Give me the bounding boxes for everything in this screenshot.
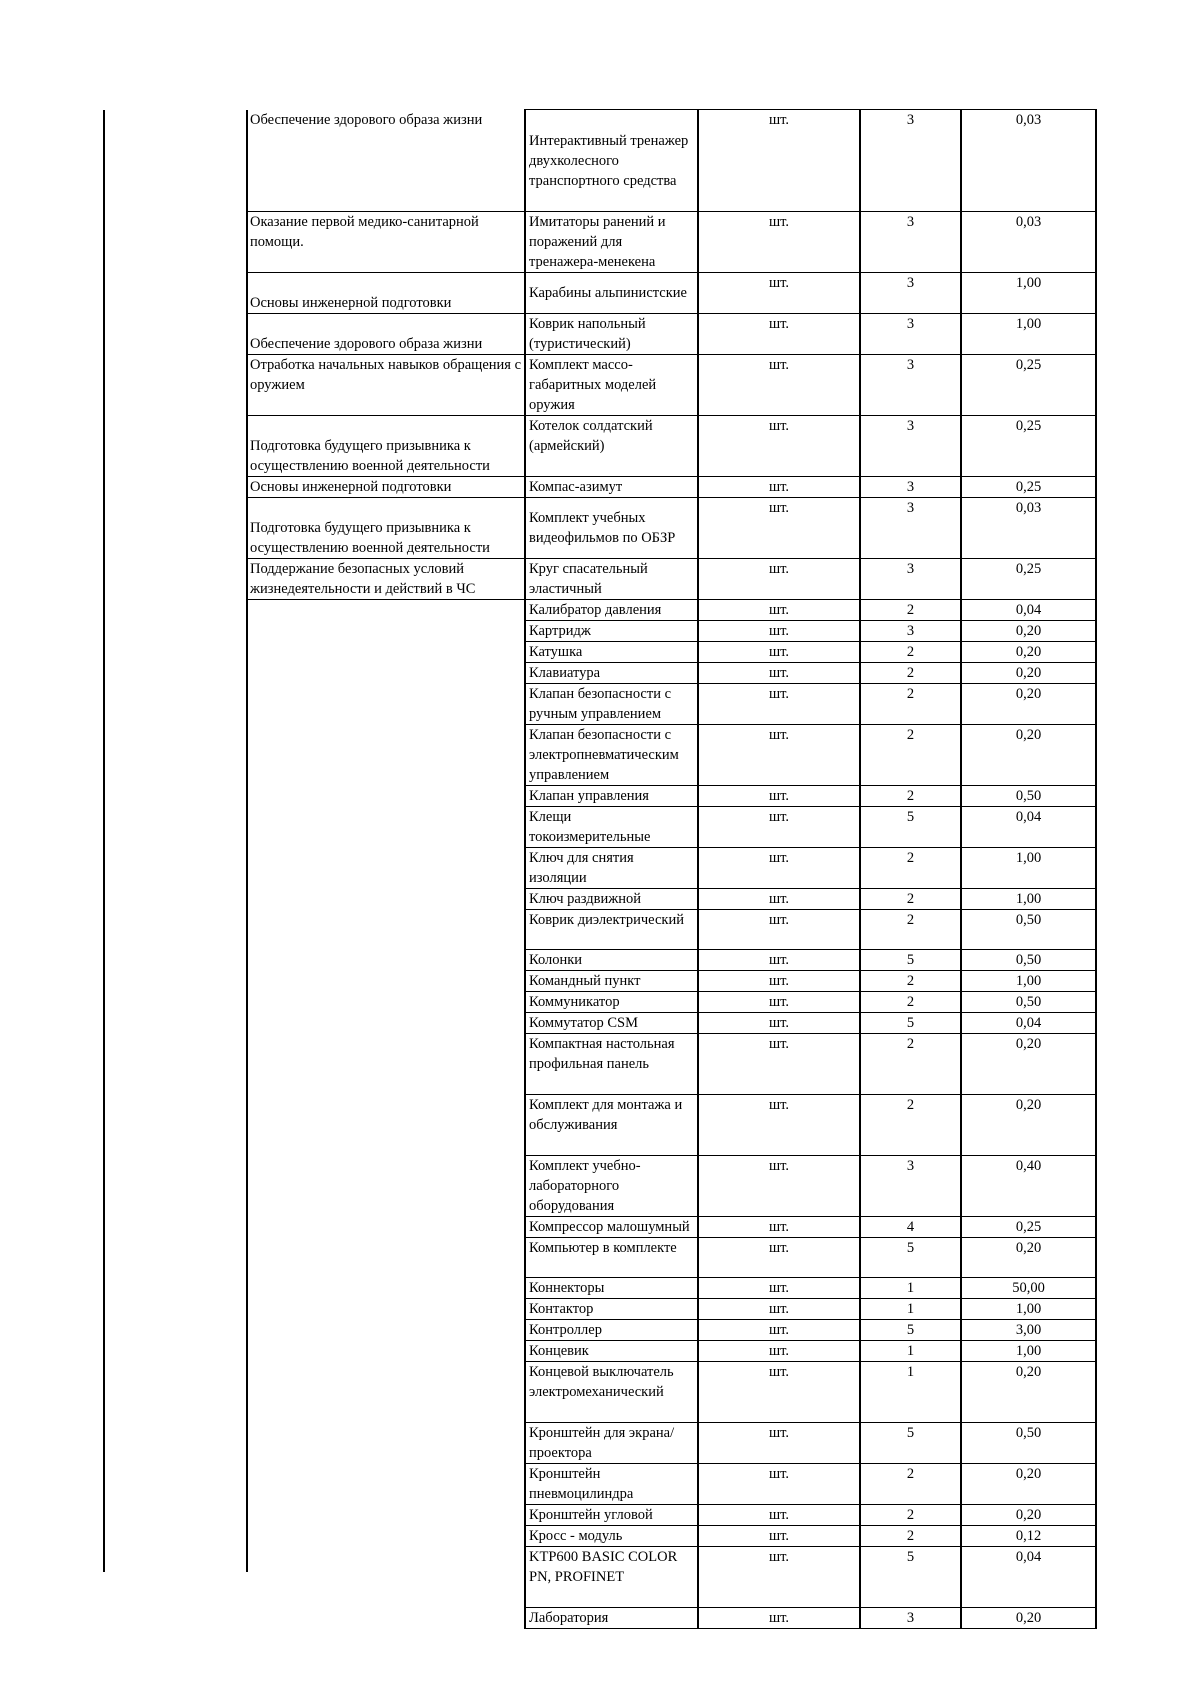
- item-name-cell: Катушка: [525, 642, 698, 663]
- unit-cell: шт.: [698, 1034, 860, 1095]
- unit-cell: шт.: [698, 600, 860, 621]
- section-cell: Подготовка будущего призывника к осуществлению военной деятельности: [247, 416, 525, 477]
- quantity-cell: 2: [860, 1464, 961, 1505]
- table-row: [247, 110, 1096, 212]
- unit-cell: шт.: [698, 807, 860, 848]
- quantity-cell: 4: [860, 1217, 961, 1238]
- unit-cell: шт.: [698, 1217, 860, 1238]
- unit-cell: шт.: [698, 621, 860, 642]
- table-row: [247, 355, 1096, 416]
- unit-cell: шт.: [698, 477, 860, 498]
- table-row: [247, 273, 1096, 314]
- item-name-cell: Клапан безопасности с электропневматическим управлением: [525, 725, 698, 786]
- unit-cell: шт.: [698, 416, 860, 477]
- quantity-cell: 5: [860, 807, 961, 848]
- quantity-cell: 2: [860, 910, 961, 950]
- item-name-cell: Комплект учебно-лабораторного оборудования: [525, 1156, 698, 1217]
- item-name-cell: Круг спасательный эластичный: [525, 559, 698, 600]
- item-name-cell: Лаборатория: [525, 1608, 698, 1629]
- value-cell: 0,20: [961, 1095, 1096, 1156]
- unit-cell: шт.: [698, 314, 860, 355]
- quantity-cell: 2: [860, 848, 961, 889]
- unit-cell: шт.: [698, 950, 860, 971]
- quantity-cell: 1: [860, 1362, 961, 1423]
- quantity-cell: 3: [860, 355, 961, 416]
- value-cell: 1,00: [961, 1341, 1096, 1362]
- quantity-cell: 2: [860, 725, 961, 786]
- quantity-cell: 2: [860, 786, 961, 807]
- item-name-cell: Комплект учебных видеофильмов по ОБЗР: [525, 498, 698, 559]
- item-name-cell: Карабины альпинистские: [525, 273, 698, 314]
- item-name-cell: Коннекторы: [525, 1278, 698, 1299]
- quantity-cell: 5: [860, 1013, 961, 1034]
- value-cell: 0,20: [961, 684, 1096, 725]
- inventory-table: [247, 109, 1097, 1629]
- unit-cell: шт.: [698, 212, 860, 273]
- table-row: [247, 477, 1096, 498]
- item-name-cell: Кронштейн пневмоцилиндра: [525, 1464, 698, 1505]
- unit-cell: шт.: [698, 1547, 860, 1608]
- unit-cell: шт.: [698, 1156, 860, 1217]
- quantity-cell: 2: [860, 1526, 961, 1547]
- value-cell: 0,20: [961, 642, 1096, 663]
- item-name-cell: Клапан управления: [525, 786, 698, 807]
- unit-cell: шт.: [698, 1095, 860, 1156]
- quantity-cell: 3: [860, 1608, 961, 1629]
- value-cell: 50,00: [961, 1278, 1096, 1299]
- table-row: [247, 314, 1096, 355]
- section-cell: Подготовка будущего призывника к осуществлению военной деятельности: [247, 498, 525, 559]
- quantity-cell: 2: [860, 1505, 961, 1526]
- unit-cell: шт.: [698, 1608, 860, 1629]
- item-name-cell: Интерактивный тренажер двухколесного транспортного средства: [525, 110, 698, 212]
- value-cell: 0,04: [961, 600, 1096, 621]
- value-cell: 1,00: [961, 889, 1096, 910]
- value-cell: 0,20: [961, 663, 1096, 684]
- unit-cell: шт.: [698, 1505, 860, 1526]
- table-row: [247, 600, 1096, 621]
- value-cell: 0,20: [961, 1505, 1096, 1526]
- value-cell: 0,20: [961, 1238, 1096, 1278]
- item-name-cell: KTP600 BASIC COLOR PN, PROFINET: [525, 1547, 698, 1608]
- quantity-cell: 2: [860, 663, 961, 684]
- item-name-cell: Концевик: [525, 1341, 698, 1362]
- quantity-cell: 2: [860, 889, 961, 910]
- value-cell: 0,50: [961, 950, 1096, 971]
- item-name-cell: Имитаторы ранений и поражений для тренажера-менекена: [525, 212, 698, 273]
- value-cell: 0,25: [961, 416, 1096, 477]
- value-cell: 0,20: [961, 725, 1096, 786]
- item-name-cell: Калибратор давления: [525, 600, 698, 621]
- table-row: [247, 416, 1096, 477]
- quantity-cell: 2: [860, 600, 961, 621]
- unit-cell: шт.: [698, 1362, 860, 1423]
- quantity-cell: 2: [860, 992, 961, 1013]
- value-cell: 0,20: [961, 1608, 1096, 1629]
- item-name-cell: Компактная настольная профильная панель: [525, 1034, 698, 1095]
- section-cell: Основы инженерной подготовки: [247, 477, 525, 498]
- section-cell: Обеспечение здорового образа жизни: [247, 314, 525, 355]
- item-name-cell: Коврик диэлектрический: [525, 910, 698, 950]
- item-name-cell: Ключ раздвижной: [525, 889, 698, 910]
- section-cell: Отработка начальных навыков обращения с оружием: [247, 355, 525, 416]
- item-name-cell: Кронштейн для экрана/ проектора: [525, 1423, 698, 1464]
- item-name-cell: Компрессор малошумный: [525, 1217, 698, 1238]
- item-name-cell: Комплект массо-габаритных моделей оружия: [525, 355, 698, 416]
- quantity-cell: 2: [860, 1095, 961, 1156]
- empty-section-cell: [247, 600, 525, 1629]
- quantity-cell: 3: [860, 498, 961, 559]
- quantity-cell: 2: [860, 971, 961, 992]
- item-name-cell: Коммуникатор: [525, 992, 698, 1013]
- quantity-cell: 3: [860, 1156, 961, 1217]
- value-cell: 0,25: [961, 1217, 1096, 1238]
- value-cell: 0,04: [961, 1013, 1096, 1034]
- left-margin-line: [103, 110, 105, 1572]
- value-cell: 0,04: [961, 1547, 1096, 1608]
- value-cell: 1,00: [961, 1299, 1096, 1320]
- unit-cell: шт.: [698, 910, 860, 950]
- value-cell: 0,04: [961, 807, 1096, 848]
- quantity-cell: 2: [860, 1034, 961, 1095]
- quantity-cell: 3: [860, 559, 961, 600]
- unit-cell: шт.: [698, 1299, 860, 1320]
- quantity-cell: 1: [860, 1278, 961, 1299]
- quantity-cell: 5: [860, 1320, 961, 1341]
- quantity-cell: 3: [860, 314, 961, 355]
- quantity-cell: 5: [860, 1423, 961, 1464]
- quantity-cell: 2: [860, 642, 961, 663]
- value-cell: 0,20: [961, 1464, 1096, 1505]
- unit-cell: шт.: [698, 663, 860, 684]
- unit-cell: шт.: [698, 1320, 860, 1341]
- item-name-cell: Компас-азимут: [525, 477, 698, 498]
- value-cell: 1,00: [961, 273, 1096, 314]
- section-cell: Обеспечение здорового образа жизни: [247, 110, 525, 212]
- item-name-cell: Контактор: [525, 1299, 698, 1320]
- unit-cell: шт.: [698, 725, 860, 786]
- unit-cell: шт.: [698, 110, 860, 212]
- item-name-cell: Коврик напольный (туристический): [525, 314, 698, 355]
- item-name-cell: Котелок солдатский (армейский): [525, 416, 698, 477]
- unit-cell: шт.: [698, 1238, 860, 1278]
- value-cell: 0,20: [961, 621, 1096, 642]
- value-cell: 0,50: [961, 910, 1096, 950]
- value-cell: 0,20: [961, 1362, 1096, 1423]
- value-cell: 0,50: [961, 786, 1096, 807]
- value-cell: 0,03: [961, 498, 1096, 559]
- unit-cell: шт.: [698, 1013, 860, 1034]
- quantity-cell: 5: [860, 950, 961, 971]
- section-cell: Основы инженерной подготовки: [247, 273, 525, 314]
- quantity-cell: 5: [860, 1238, 961, 1278]
- value-cell: 0,25: [961, 477, 1096, 498]
- unit-cell: шт.: [698, 355, 860, 416]
- table-row: [247, 212, 1096, 273]
- section-cell: Поддержание безопасных условий жизнедеятельности и действий в ЧС: [247, 559, 525, 600]
- item-name-cell: Комплект для монтажа и обслуживания: [525, 1095, 698, 1156]
- quantity-cell: 3: [860, 621, 961, 642]
- section-cell: Оказание первой медико-санитарной помощи.: [247, 212, 525, 273]
- item-name-cell: Командный пункт: [525, 971, 698, 992]
- unit-cell: шт.: [698, 786, 860, 807]
- item-name-cell: Контроллер: [525, 1320, 698, 1341]
- item-name-cell: Клавиатура: [525, 663, 698, 684]
- item-name-cell: Клещи токоизмерительные: [525, 807, 698, 848]
- quantity-cell: 3: [860, 110, 961, 212]
- value-cell: 0,25: [961, 559, 1096, 600]
- item-name-cell: Компьютер в комплекте: [525, 1238, 698, 1278]
- unit-cell: шт.: [698, 848, 860, 889]
- table-row: [247, 498, 1096, 559]
- value-cell: 1,00: [961, 971, 1096, 992]
- quantity-cell: 1: [860, 1341, 961, 1362]
- value-cell: 0,50: [961, 1423, 1096, 1464]
- unit-cell: шт.: [698, 642, 860, 663]
- item-name-cell: Колонки: [525, 950, 698, 971]
- value-cell: 0,12: [961, 1526, 1096, 1547]
- quantity-cell: 3: [860, 212, 961, 273]
- unit-cell: шт.: [698, 1423, 860, 1464]
- unit-cell: шт.: [698, 273, 860, 314]
- item-name-cell: Клапан безопасности с ручным управлением: [525, 684, 698, 725]
- value-cell: 3,00: [961, 1320, 1096, 1341]
- unit-cell: шт.: [698, 1464, 860, 1505]
- value-cell: 0,40: [961, 1156, 1096, 1217]
- item-name-cell: Кронштейн угловой: [525, 1505, 698, 1526]
- value-cell: 0,03: [961, 110, 1096, 212]
- quantity-cell: 2: [860, 684, 961, 725]
- unit-cell: шт.: [698, 971, 860, 992]
- unit-cell: шт.: [698, 498, 860, 559]
- quantity-cell: 1: [860, 1299, 961, 1320]
- value-cell: 0,25: [961, 355, 1096, 416]
- value-cell: 0,03: [961, 212, 1096, 273]
- item-name-cell: Коммутатор CSM: [525, 1013, 698, 1034]
- unit-cell: шт.: [698, 889, 860, 910]
- quantity-cell: 3: [860, 416, 961, 477]
- unit-cell: шт.: [698, 992, 860, 1013]
- unit-cell: шт.: [698, 684, 860, 725]
- item-name-cell: Кросс - модуль: [525, 1526, 698, 1547]
- unit-cell: шт.: [698, 1341, 860, 1362]
- quantity-cell: 3: [860, 477, 961, 498]
- value-cell: 1,00: [961, 314, 1096, 355]
- item-name-cell: Картридж: [525, 621, 698, 642]
- item-name-cell: Концевой выключатель электромеханический: [525, 1362, 698, 1423]
- unit-cell: шт.: [698, 559, 860, 600]
- unit-cell: шт.: [698, 1526, 860, 1547]
- unit-cell: шт.: [698, 1278, 860, 1299]
- value-cell: 0,50: [961, 992, 1096, 1013]
- value-cell: 1,00: [961, 848, 1096, 889]
- item-name-cell: Ключ для снятия изоляции: [525, 848, 698, 889]
- quantity-cell: 5: [860, 1547, 961, 1608]
- table-row: [247, 559, 1096, 600]
- quantity-cell: 3: [860, 273, 961, 314]
- value-cell: 0,20: [961, 1034, 1096, 1095]
